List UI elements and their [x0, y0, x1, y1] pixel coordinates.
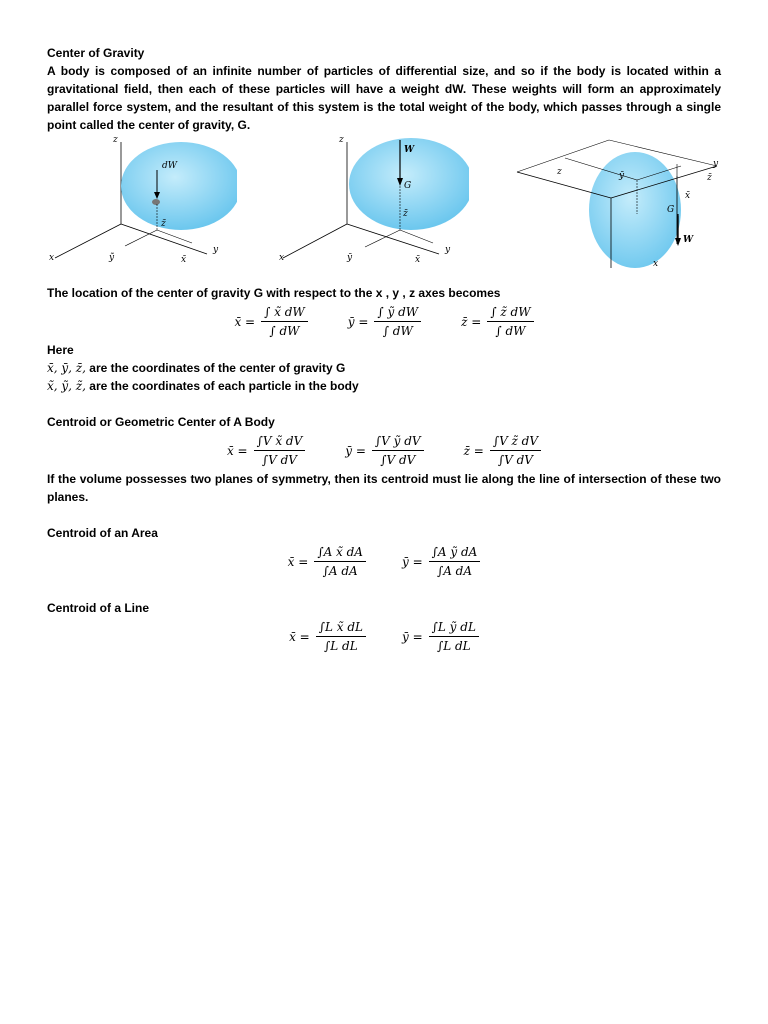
heading-centroid-area: Centroid of an Area — [47, 526, 158, 540]
equation-numerator: ∫L ỹ dL — [429, 619, 479, 637]
here-line-2 — [47, 377, 721, 395]
document-page — [47, 44, 721, 656]
location-text: The location of the center of gravity G with respect to the x , y , z axes becomes — [47, 286, 501, 300]
equation-numerator: ∫V x̃ dV — [254, 433, 306, 451]
equation-numerator: ∫V ỹ dV — [372, 433, 424, 451]
equation-numerator: ∫V z̃ dV — [490, 433, 541, 451]
equation-numerator: ∫L x̃ dL — [316, 619, 366, 637]
equation-numerator: ∫A x̃ dA — [314, 544, 366, 562]
equation-lhs: z̄ = — [463, 443, 484, 458]
equation-lhs: z̄ = — [461, 314, 482, 329]
x-axis-label: x — [279, 253, 285, 263]
equation-x-bar — [289, 619, 366, 654]
equation-x-bar — [234, 304, 307, 339]
equation-y-bar — [402, 544, 480, 579]
equation-denominator: ∫ dW — [382, 324, 413, 338]
centroid-area-equations — [47, 544, 721, 579]
equation-y-bar — [348, 304, 421, 339]
equation-y-bar — [402, 619, 479, 654]
here-label: Here — [47, 343, 74, 357]
equation-lhs: ȳ = — [401, 629, 423, 644]
equation-lhs: ȳ = — [345, 443, 366, 458]
equation-numerator: ∫ z̃ dW — [487, 304, 533, 322]
figure-inverted-axes — [507, 136, 721, 284]
math-particle-coords: x̃, ỹ, z̃, — [47, 379, 86, 393]
z-axis-label: z — [557, 167, 562, 177]
x-bar-label: x̄ — [415, 255, 421, 265]
g-label: G — [667, 205, 675, 215]
heading-centroid-body: Centroid or Geometric Center of A Body — [47, 415, 275, 429]
x-tilde-label: x̃ — [181, 255, 187, 265]
z-axis-label: z — [113, 136, 118, 145]
x-axis-label: x — [653, 259, 659, 269]
g-label: G — [404, 181, 412, 191]
equation-lhs: ȳ = — [347, 314, 369, 329]
equation-denominator: ∫V dV — [261, 453, 297, 467]
symmetry-paragraph: If the volume possesses two planes of symmetry, then its centroid must lie along the line of intersection of these two planes. — [47, 472, 721, 504]
equation-z-bar — [464, 433, 541, 468]
y-bar-label: ȳ — [347, 253, 353, 263]
equation-x-bar — [227, 433, 305, 468]
equation-denominator: ∫L dL — [436, 639, 471, 653]
cog-paragraph: A body is composed of an infinite number of particles of differential size, and so if the body is located within a gravitational field, then each of these particles will have a weight dW. These weights will form an approximately parallel force system, and the resultant of this system is the total weight of the body, which passes through a single point called the center of gravity, G. — [47, 64, 721, 132]
z-bar-label: z̄ — [403, 209, 408, 219]
y-axis-label: y — [213, 245, 219, 255]
equation-denominator: ∫A dA — [322, 564, 358, 578]
w-label: W — [404, 145, 415, 155]
figure-total-weight — [279, 136, 469, 284]
equation-denominator: ∫ dW — [269, 324, 300, 338]
equation-numerator: ∫ ỹ dW — [374, 304, 421, 322]
x-axis-label: x — [49, 253, 55, 263]
z-bar-label: z̄ — [707, 173, 712, 183]
equation-z-bar — [461, 304, 533, 339]
equation-lhs: ȳ = — [401, 554, 423, 569]
equation-denominator: ∫A dA — [436, 564, 473, 578]
equation-denominator: ∫ dW — [495, 324, 526, 338]
z-axis-label: z — [339, 136, 344, 145]
y-axis-label: y — [713, 159, 719, 169]
equation-lhs: x̄ = — [234, 314, 256, 329]
here-line-1-text: are the coordinates of the center of gravity G — [85, 361, 346, 375]
equation-y-bar — [345, 433, 423, 468]
equation-denominator: ∫L dL — [324, 639, 358, 653]
y-axis-label: y — [445, 245, 451, 255]
figures-row — [47, 136, 721, 284]
y-bar-label: ȳ — [619, 171, 625, 181]
math-center-coords: x̄, ȳ, z̄, — [47, 361, 86, 375]
z-tilde-label: z̃ — [161, 219, 166, 229]
equation-numerator: ∫ x̃ dW — [261, 304, 308, 322]
equation-lhs: x̄ = — [287, 554, 309, 569]
dw-label: dW — [162, 161, 178, 171]
equation-numerator: ∫A ỹ dA — [429, 544, 481, 562]
equation-denominator: ∫V dV — [497, 453, 533, 467]
w-label: W — [683, 235, 694, 245]
equation-denominator: ∫V dV — [380, 453, 416, 467]
cog-equations — [47, 304, 721, 339]
here-line-1 — [47, 359, 721, 377]
x-bar-label: x̄ — [685, 191, 691, 201]
centroid-body-equations — [47, 433, 721, 468]
heading-center-of-gravity: Center of Gravity — [47, 46, 145, 60]
figure-particle-weight — [47, 136, 237, 284]
y-tilde-label: ỹ — [109, 253, 115, 263]
heading-centroid-line: Centroid of a Line — [47, 601, 149, 615]
equation-x-bar — [288, 544, 366, 579]
equation-lhs: x̄ = — [226, 443, 248, 458]
centroid-line-equations — [47, 619, 721, 654]
equation-lhs: x̄ = — [289, 629, 310, 644]
here-line-2-text: are the coordinates of each particle in the body — [85, 379, 359, 393]
